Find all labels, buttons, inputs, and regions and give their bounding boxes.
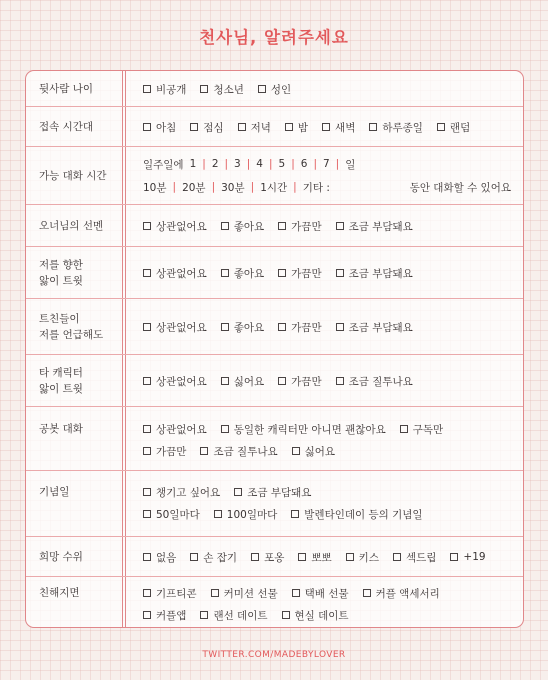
checkbox-option[interactable] <box>143 608 186 623</box>
checkbox-option[interactable] <box>292 444 335 459</box>
option-label: 새벽 <box>335 121 356 134</box>
checkbox-option[interactable] <box>336 320 413 335</box>
week-prefix: 일주일에 <box>143 158 184 171</box>
option-label: 현실 데이트 <box>294 609 349 622</box>
checkbox-icon[interactable] <box>143 611 151 619</box>
checkbox-icon[interactable] <box>450 553 458 561</box>
option-label: 가끔만 <box>291 267 322 280</box>
checkbox-icon[interactable] <box>143 85 151 93</box>
checkbox-icon[interactable] <box>200 611 208 619</box>
option-label: 상관없어요 <box>156 423 207 436</box>
option-label: +19 <box>463 551 486 563</box>
checkbox-icon[interactable] <box>143 589 151 597</box>
option-label: 밤 <box>297 121 309 134</box>
option-label: 싫어요 <box>233 375 265 388</box>
checkbox-icon[interactable] <box>336 269 344 277</box>
checkbox-icon[interactable] <box>143 377 151 385</box>
separator: | <box>211 181 216 193</box>
checkbox-option[interactable] <box>336 266 413 281</box>
separator: | <box>172 181 177 193</box>
duration-line <box>143 179 517 195</box>
option-line <box>143 81 517 97</box>
checkbox-option[interactable] <box>437 120 470 135</box>
checkbox-icon[interactable] <box>393 553 401 561</box>
separator: | <box>268 158 273 170</box>
row-time-slot <box>26 107 524 147</box>
checkbox-icon[interactable] <box>292 447 300 455</box>
separator: | <box>202 158 206 170</box>
checkbox-icon[interactable] <box>336 222 344 230</box>
option-label: 좋아요 <box>233 321 265 334</box>
row-owner-line <box>26 205 524 247</box>
option-label: 조금 질투나요 <box>213 445 278 458</box>
checkbox-icon[interactable] <box>238 123 246 131</box>
row-label: 희망 수위 <box>39 550 83 563</box>
checkbox-icon[interactable] <box>143 269 151 277</box>
checkbox-option[interactable] <box>400 422 443 437</box>
checkbox-icon[interactable] <box>143 510 151 518</box>
duration-other[interactable]: 기타 : <box>302 181 330 194</box>
day-choice[interactable]: 2 <box>211 158 219 170</box>
option-label: 동일한 캐릭터만 아니면 괜찮아요 <box>233 423 386 436</box>
checkbox-icon[interactable] <box>298 553 306 561</box>
checkbox-option[interactable] <box>211 586 278 601</box>
row-level <box>26 537 524 577</box>
duration-choice[interactable]: 20분 <box>182 181 206 194</box>
checkbox-icon[interactable] <box>292 589 300 597</box>
row-label: 친해지면 <box>39 587 80 599</box>
checkbox-icon[interactable] <box>211 589 219 597</box>
separator: | <box>246 158 251 170</box>
checkbox-icon[interactable] <box>143 425 151 433</box>
row-public-chat <box>26 407 524 471</box>
checkbox-option[interactable] <box>143 374 207 389</box>
duration-choice[interactable]: 30분 <box>221 181 245 194</box>
checkbox-option[interactable] <box>278 320 321 335</box>
separator: | <box>335 158 340 170</box>
checkbox-icon[interactable] <box>369 123 377 131</box>
option-line <box>143 119 517 135</box>
row-label: 가능 대화 시간 <box>39 169 107 182</box>
separator: | <box>250 181 255 193</box>
checkbox-icon[interactable] <box>143 488 151 496</box>
option-label: 조금 부담돼요 <box>348 267 413 280</box>
checkbox-option[interactable] <box>143 266 207 281</box>
checkbox-icon[interactable] <box>278 323 286 331</box>
page-title: 천사님, 알려주세요 <box>199 28 349 47</box>
row-age <box>26 71 524 107</box>
checkbox-icon[interactable] <box>282 611 290 619</box>
checkbox-icon[interactable] <box>336 323 344 331</box>
checkbox-option[interactable] <box>200 82 243 97</box>
checkbox-option[interactable] <box>221 374 264 389</box>
option-label: 조금 부담돼요 <box>348 321 413 334</box>
checkbox-icon[interactable] <box>400 425 408 433</box>
day-choice[interactable]: 7 <box>322 158 330 170</box>
row-chat-time <box>26 147 524 205</box>
checkbox-icon[interactable] <box>322 123 330 131</box>
option-label: 비공개 <box>156 83 187 96</box>
checkbox-option[interactable] <box>143 586 197 601</box>
checkbox-option[interactable] <box>143 550 176 565</box>
option-label: 택배 선물 <box>304 587 349 600</box>
option-label: 기프티콘 <box>156 587 197 600</box>
checkbox-icon[interactable] <box>278 269 286 277</box>
checkbox-icon[interactable] <box>258 85 266 93</box>
checkbox-option[interactable] <box>221 266 264 281</box>
option-label: 좋아요 <box>233 220 265 233</box>
checkbox-option[interactable] <box>336 219 413 234</box>
questionnaire-table <box>25 70 524 628</box>
checkbox-option[interactable] <box>278 266 321 281</box>
option-label: 커미션 선물 <box>223 587 278 600</box>
day-choice[interactable]: 3 <box>234 158 241 170</box>
option-label: 조금 부담돼요 <box>348 220 413 233</box>
checkbox-option[interactable] <box>346 550 379 565</box>
day-choice[interactable]: 4 <box>256 158 263 170</box>
option-label: 뽀뽀 <box>311 551 332 564</box>
day-suffix: 일 <box>345 158 356 171</box>
option-line <box>143 585 517 601</box>
checkbox-icon[interactable] <box>143 222 151 230</box>
option-label: 랜선 데이트 <box>213 609 268 622</box>
day-choice[interactable]: 6 <box>300 158 308 170</box>
row-label: 공봇 대화 <box>39 423 83 435</box>
checkbox-icon[interactable] <box>200 85 208 93</box>
option-label: 없음 <box>156 551 177 564</box>
option-label: 조금 부담돼요 <box>247 486 312 499</box>
checkbox-option[interactable] <box>291 507 422 522</box>
day-choice[interactable]: 1 <box>189 158 197 170</box>
option-label: 상관없어요 <box>156 267 207 280</box>
checkbox-icon[interactable] <box>285 123 293 131</box>
checkbox-option[interactable] <box>336 374 413 389</box>
option-label: 가끔만 <box>291 321 322 334</box>
days-line <box>143 156 517 172</box>
duration-suffix: 동안 대화할 수 있어요 <box>409 181 511 194</box>
row-when-close <box>26 577 524 628</box>
checkbox-option[interactable] <box>251 550 284 565</box>
checkbox-option[interactable] <box>285 120 308 135</box>
checkbox-icon[interactable] <box>143 123 151 131</box>
option-label: 하루종일 <box>382 121 423 134</box>
option-label: 점심 <box>203 121 224 134</box>
option-line <box>143 265 517 281</box>
checkbox-option[interactable] <box>200 444 277 459</box>
option-label: 100일마다 <box>226 508 278 521</box>
checkbox-option[interactable] <box>143 219 207 234</box>
checkbox-option[interactable] <box>282 608 349 623</box>
separator: | <box>313 158 317 170</box>
option-label: 포옹 <box>264 551 285 564</box>
option-label: 상관없어요 <box>156 321 207 334</box>
checkbox-icon[interactable] <box>437 123 445 131</box>
option-label: 상관없어요 <box>156 220 207 233</box>
row-label: 뒷사람 나이 <box>39 82 94 95</box>
row-label: 기념일 <box>39 486 70 498</box>
option-line <box>143 373 517 389</box>
option-label: 손 잡기 <box>203 551 238 564</box>
option-line <box>143 421 517 437</box>
option-label: 커플앱 <box>156 609 187 622</box>
option-label: 성인 <box>270 83 292 96</box>
checkbox-icon[interactable] <box>143 553 151 561</box>
option-line <box>143 484 517 500</box>
checkbox-icon[interactable] <box>143 323 151 331</box>
checkbox-option[interactable] <box>143 422 207 437</box>
option-line <box>143 607 517 623</box>
option-label: 50일마다 <box>156 508 200 521</box>
row-label: 저를 향한 앓이 트윗 <box>39 258 83 287</box>
row-label: 트친들이 저를 언급해도 <box>39 312 104 341</box>
checkbox-option[interactable] <box>278 219 321 234</box>
option-line <box>143 549 517 565</box>
checkbox-option[interactable] <box>221 219 264 234</box>
checkbox-option[interactable] <box>393 550 436 565</box>
option-label: 커플 액세서리 <box>375 587 440 600</box>
checkbox-icon[interactable] <box>278 222 286 230</box>
checkbox-option[interactable] <box>143 320 207 335</box>
checkbox-icon[interactable] <box>363 589 371 597</box>
row-toward-me <box>26 247 524 299</box>
option-label: 랜덤 <box>449 121 471 134</box>
duration-choice[interactable]: 10분 <box>143 181 167 194</box>
option-label: 조금 질투나요 <box>348 375 413 388</box>
option-label: 아침 <box>156 121 177 134</box>
option-label: 좋아요 <box>233 267 265 280</box>
checkbox-icon[interactable] <box>200 447 208 455</box>
checkbox-option[interactable] <box>143 120 176 135</box>
option-line <box>143 506 517 522</box>
checkbox-icon[interactable] <box>221 425 229 433</box>
checkbox-option[interactable] <box>369 120 423 135</box>
checkbox-option[interactable] <box>278 374 321 389</box>
checkbox-option[interactable] <box>221 320 264 335</box>
checkbox-icon[interactable] <box>251 553 259 561</box>
checkbox-option[interactable] <box>258 82 291 97</box>
option-label: 챙기고 싶어요 <box>156 486 221 499</box>
checkbox-option[interactable] <box>190 550 237 565</box>
row-label: 오너님의 선멘 <box>39 219 104 232</box>
checkbox-icon[interactable] <box>346 553 354 561</box>
option-line <box>143 443 517 459</box>
checkbox-option[interactable] <box>238 120 271 135</box>
footer-credit: TWITTER.COM/MADEBYLOVER <box>202 650 346 660</box>
option-label: 가끔만 <box>156 445 187 458</box>
option-label: 저녁 <box>250 121 271 134</box>
row-other-characters <box>26 355 524 407</box>
checkbox-option[interactable] <box>143 444 186 459</box>
checkbox-icon[interactable] <box>190 553 198 561</box>
checkbox-icon[interactable] <box>143 447 151 455</box>
option-line <box>143 319 517 335</box>
row-label: 타 캐릭터 앓이 트윗 <box>39 366 83 395</box>
option-label: 키스 <box>358 551 379 564</box>
checkbox-icon[interactable] <box>336 377 344 385</box>
checkbox-option[interactable] <box>234 485 311 500</box>
checkbox-option[interactable] <box>322 120 355 135</box>
row-mention-me <box>26 299 524 355</box>
checkbox-icon[interactable] <box>221 377 229 385</box>
checkbox-option[interactable] <box>450 551 485 563</box>
option-line <box>143 218 517 234</box>
option-label: 가끔만 <box>291 220 322 233</box>
option-label: 상관없어요 <box>156 375 207 388</box>
checkbox-option[interactable] <box>190 120 223 135</box>
day-choice[interactable]: 5 <box>278 158 286 170</box>
checkbox-icon[interactable] <box>190 123 198 131</box>
option-label: 싫어요 <box>304 445 336 458</box>
checkbox-option[interactable] <box>298 550 331 565</box>
checkbox-option[interactable] <box>200 608 267 623</box>
separator: | <box>291 158 295 170</box>
checkbox-option[interactable] <box>143 82 186 97</box>
option-label: 청소년 <box>213 83 244 96</box>
duration-choice[interactable]: 1시간 <box>260 181 288 194</box>
option-label: 발렌타인데이 등의 기념일 <box>304 508 423 521</box>
checkbox-icon[interactable] <box>221 323 229 331</box>
checkbox-option[interactable] <box>221 422 386 437</box>
checkbox-icon[interactable] <box>214 510 222 518</box>
checkbox-icon[interactable] <box>278 377 286 385</box>
checkbox-option[interactable] <box>214 507 277 522</box>
option-label: 구독만 <box>412 423 444 436</box>
checkbox-icon[interactable] <box>221 222 229 230</box>
option-label: 섹드립 <box>405 551 437 564</box>
separator: | <box>224 158 229 170</box>
separator: | <box>293 181 297 193</box>
checkbox-icon[interactable] <box>234 488 242 496</box>
checkbox-option[interactable] <box>292 586 349 601</box>
checkbox-option[interactable] <box>143 507 200 522</box>
option-label: 가끔만 <box>291 375 322 388</box>
row-anniversary <box>26 471 524 537</box>
checkbox-option[interactable] <box>363 586 440 601</box>
checkbox-option[interactable] <box>143 485 220 500</box>
checkbox-icon[interactable] <box>291 510 299 518</box>
checkbox-icon[interactable] <box>221 269 229 277</box>
row-label: 접속 시간대 <box>39 120 94 133</box>
